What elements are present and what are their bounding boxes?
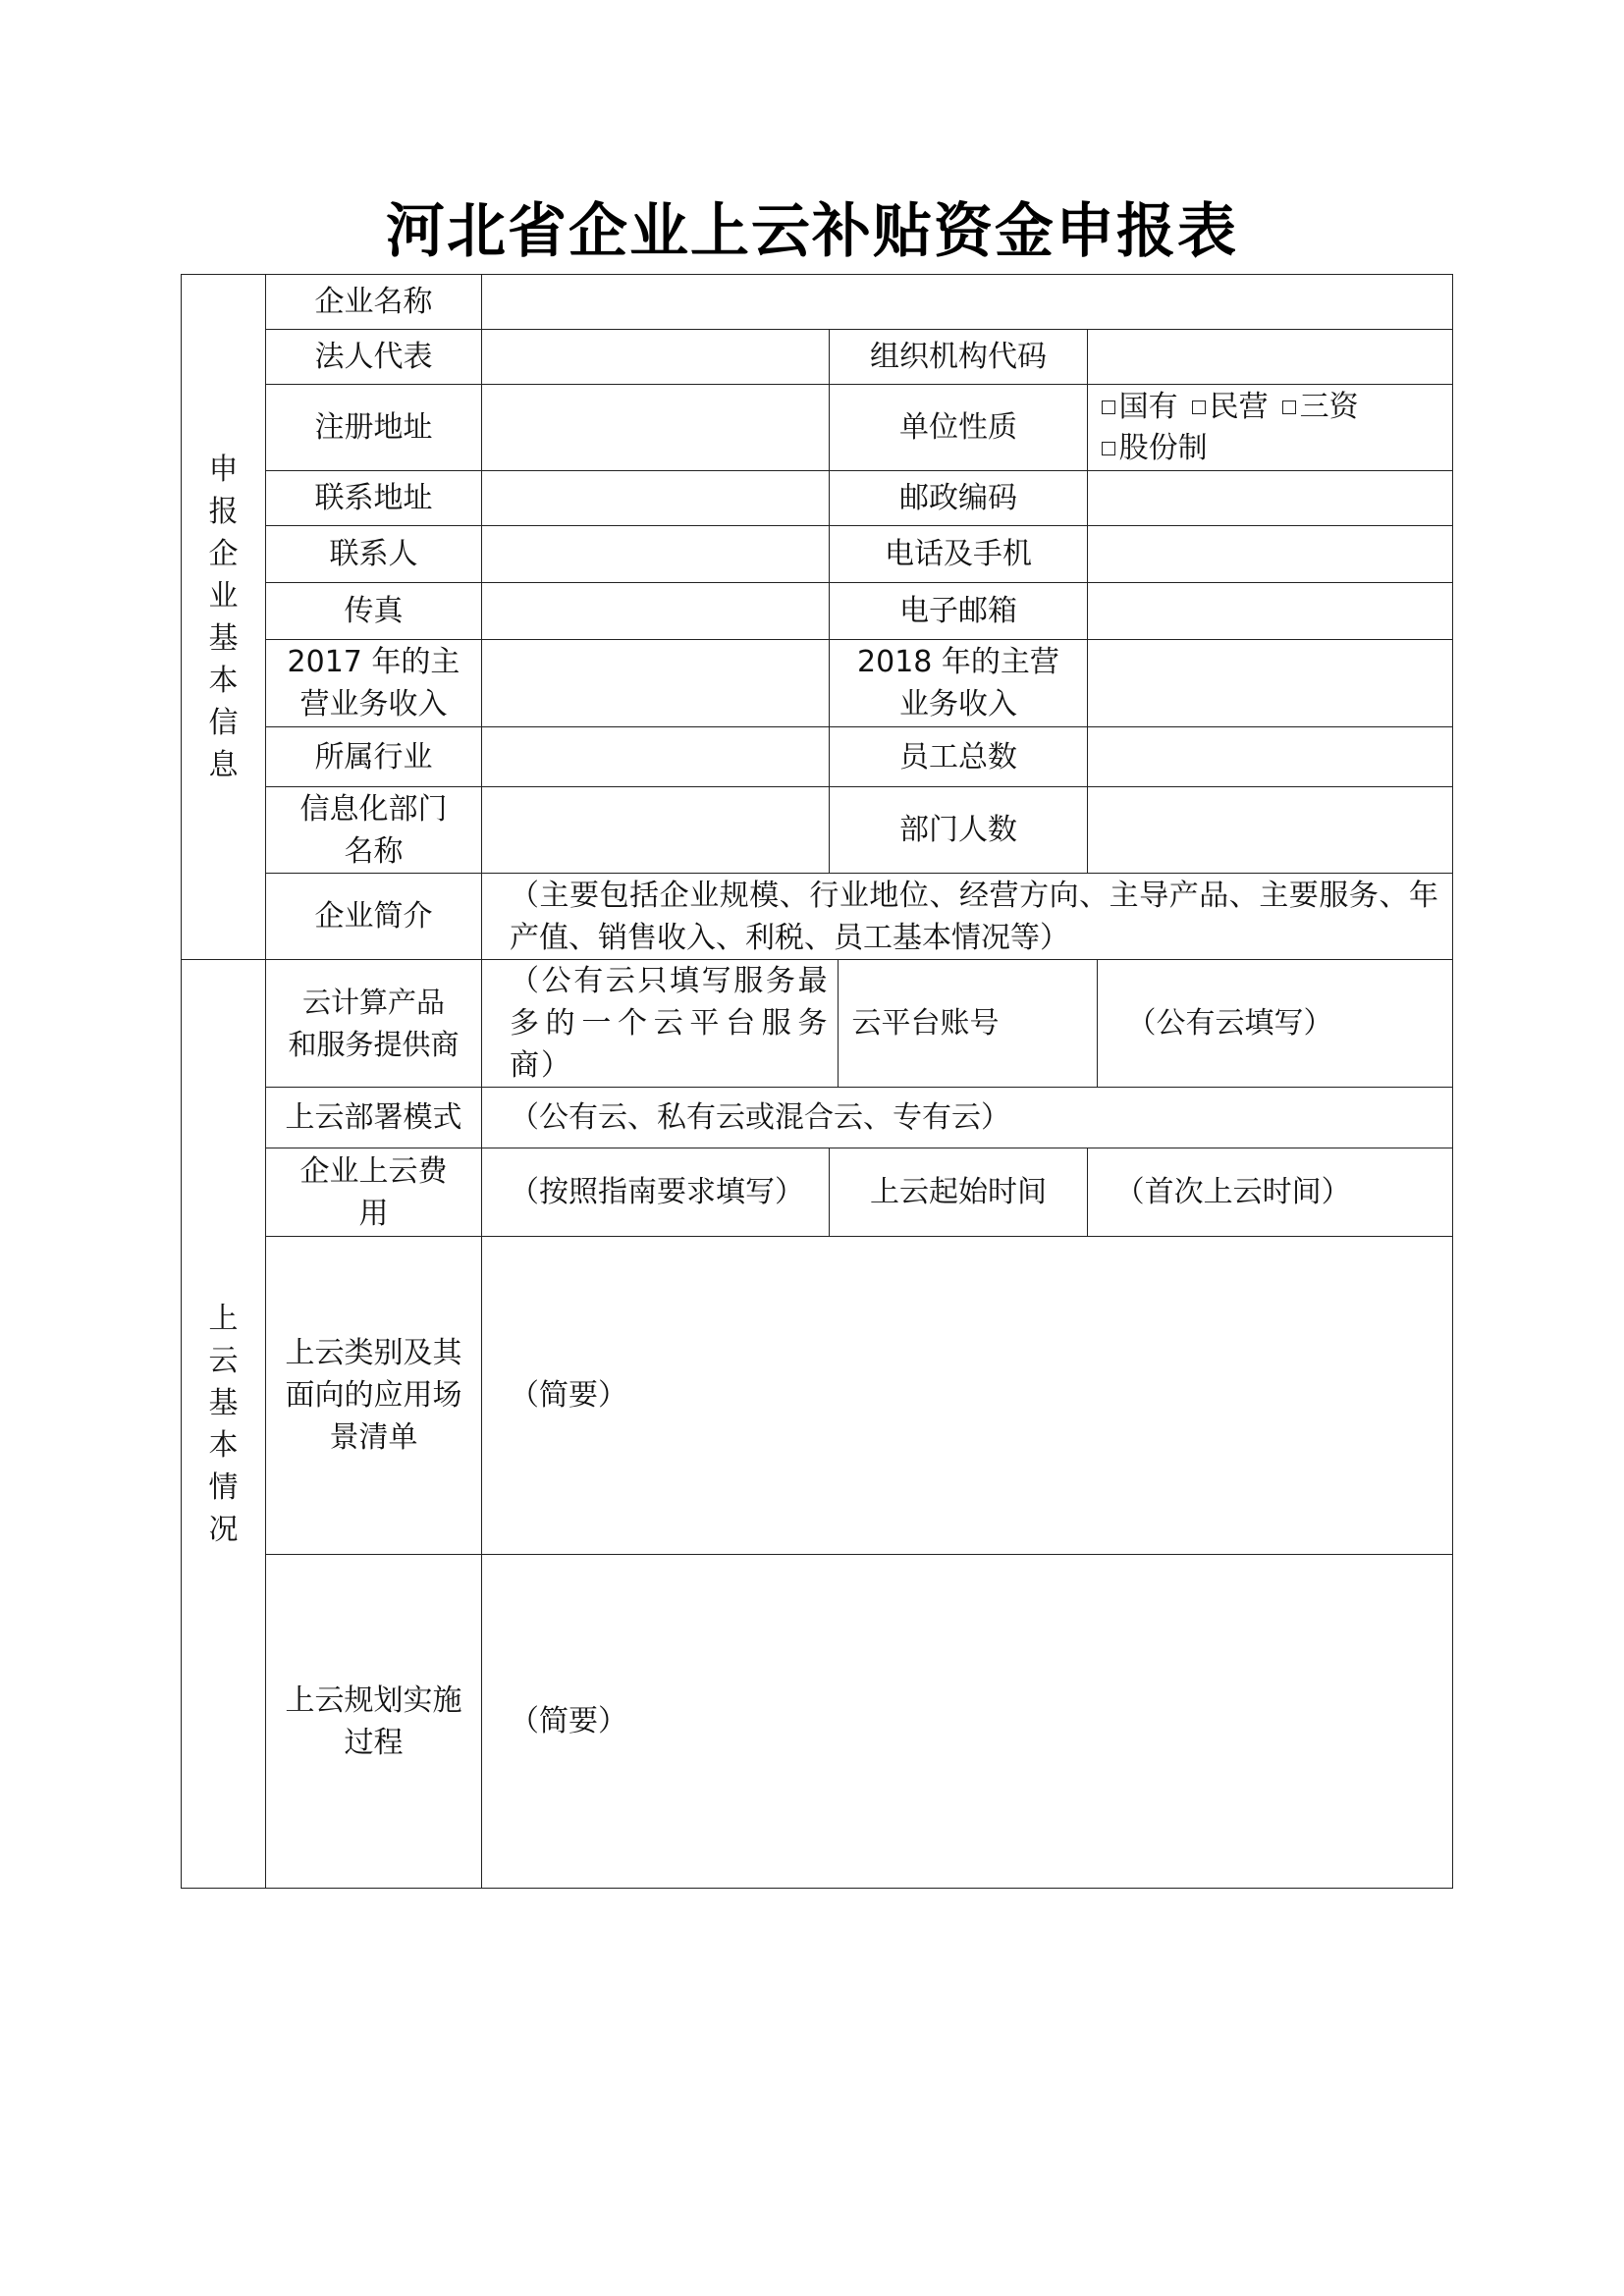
phone-label: 电话及手机 (830, 526, 1087, 583)
revenue-2017-label: 2017 年的主 营业务收入 (266, 640, 482, 727)
provider-field[interactable]: （公有云只填写服务最多的一个云平台服务商） (510, 964, 830, 1083)
option-state-owned[interactable]: 国有 (1102, 387, 1178, 428)
row-revenue (182, 640, 1453, 727)
postcode-field[interactable] (1087, 471, 1452, 526)
revenue-2018-field[interactable] (1087, 640, 1452, 727)
reg-address-field[interactable] (482, 385, 830, 471)
provider-account-cell (482, 960, 1453, 1088)
category-label: 上云类别及其 面向的应用场 景清单 (266, 1237, 482, 1555)
revenue-2017-field[interactable] (482, 640, 830, 727)
fee-field[interactable]: （按照指南要求填写） (482, 1148, 830, 1237)
fax-field[interactable] (482, 583, 830, 640)
industry-label: 所属行业 (266, 727, 482, 787)
row-contact-person (182, 526, 1453, 583)
unit-nature-label: 单位性质 (830, 385, 1087, 471)
postcode-label: 邮政编码 (830, 471, 1087, 526)
option-joint-stock[interactable]: 股份制 (1102, 428, 1208, 469)
row-company-name (182, 275, 1453, 330)
checkbox-icon[interactable] (1102, 442, 1115, 455)
application-form-table (181, 274, 1453, 1889)
row-industry (182, 727, 1453, 787)
provider-label: 云计算产品 和服务提供商 (266, 960, 482, 1088)
revenue-2018-label: 2018 年的主营 业务收入 (830, 640, 1087, 727)
row-legal-rep (182, 330, 1453, 385)
legal-rep-label: 法人代表 (266, 330, 482, 385)
plan-field[interactable]: （简要） (482, 1555, 1453, 1889)
provider-account-nested (482, 960, 1452, 1087)
row-contact-address (182, 471, 1453, 526)
dept-count-field[interactable] (1087, 787, 1452, 874)
start-time-field[interactable]: （首次上云时间） (1087, 1148, 1452, 1237)
option-foreign-invested[interactable]: 三资 (1282, 387, 1359, 428)
contact-address-label: 联系地址 (266, 471, 482, 526)
plan-label: 上云规划实施 过程 (266, 1555, 482, 1889)
row-fee (182, 1148, 1453, 1237)
contact-address-field[interactable] (482, 471, 830, 526)
category-field[interactable]: （简要） (482, 1237, 1453, 1555)
account-field[interactable]: （公有云填写） (1097, 960, 1452, 1087)
row-plan (182, 1555, 1453, 1889)
checkbox-icon[interactable] (1102, 400, 1115, 414)
row-deploy-mode (182, 1088, 1453, 1148)
form-title: 河北省企业上云补贴资金申报表 (386, 197, 1238, 266)
profile-label: 企业简介 (266, 874, 482, 960)
company-name-label: 企业名称 (266, 275, 482, 330)
row-profile (182, 874, 1453, 960)
legal-rep-field[interactable] (482, 330, 830, 385)
email-field[interactable] (1087, 583, 1452, 640)
contact-person-field[interactable] (482, 526, 830, 583)
profile-field[interactable]: （主要包括企业规模、行业地位、经营方向、主导产品、主要服务、年产值、销售收入、利税、员工基本情况等） (482, 874, 1453, 960)
it-dept-label: 信息化部门 名称 (266, 787, 482, 874)
option-private[interactable]: 民营 (1192, 387, 1269, 428)
deploy-mode-field[interactable]: （公有云、私有云或混合云、专有云） (482, 1088, 1453, 1148)
employees-label: 员工总数 (830, 727, 1087, 787)
org-code-field[interactable] (1087, 330, 1452, 385)
section-cloud-info-label: 上 云 基 本 情 况 (182, 960, 266, 1889)
row-it-dept (182, 787, 1453, 874)
checkbox-icon[interactable] (1192, 400, 1206, 414)
row-provider (182, 960, 1453, 1088)
deploy-mode-label: 上云部署模式 (266, 1088, 482, 1148)
start-time-label: 上云起始时间 (830, 1148, 1087, 1237)
company-name-field[interactable] (482, 275, 1453, 330)
phone-field[interactable] (1087, 526, 1452, 583)
fax-label: 传真 (266, 583, 482, 640)
unit-nature-options (1087, 385, 1452, 471)
dept-count-label: 部门人数 (830, 787, 1087, 874)
employees-field[interactable] (1087, 727, 1452, 787)
row-category (182, 1237, 1453, 1555)
checkbox-icon[interactable] (1282, 400, 1296, 414)
reg-address-label: 注册地址 (266, 385, 482, 471)
org-code-label: 组织机构代码 (830, 330, 1087, 385)
email-label: 电子邮箱 (830, 583, 1087, 640)
row-reg-address (182, 385, 1453, 471)
fee-label: 企业上云费 用 (266, 1148, 482, 1237)
account-label: 云平台账号 (838, 960, 1097, 1087)
industry-field[interactable] (482, 727, 830, 787)
section-basic-info-label: 申 报 企 业 基 本 信 息 (182, 275, 266, 960)
it-dept-field[interactable] (482, 787, 830, 874)
row-fax (182, 583, 1453, 640)
contact-person-label: 联系人 (266, 526, 482, 583)
